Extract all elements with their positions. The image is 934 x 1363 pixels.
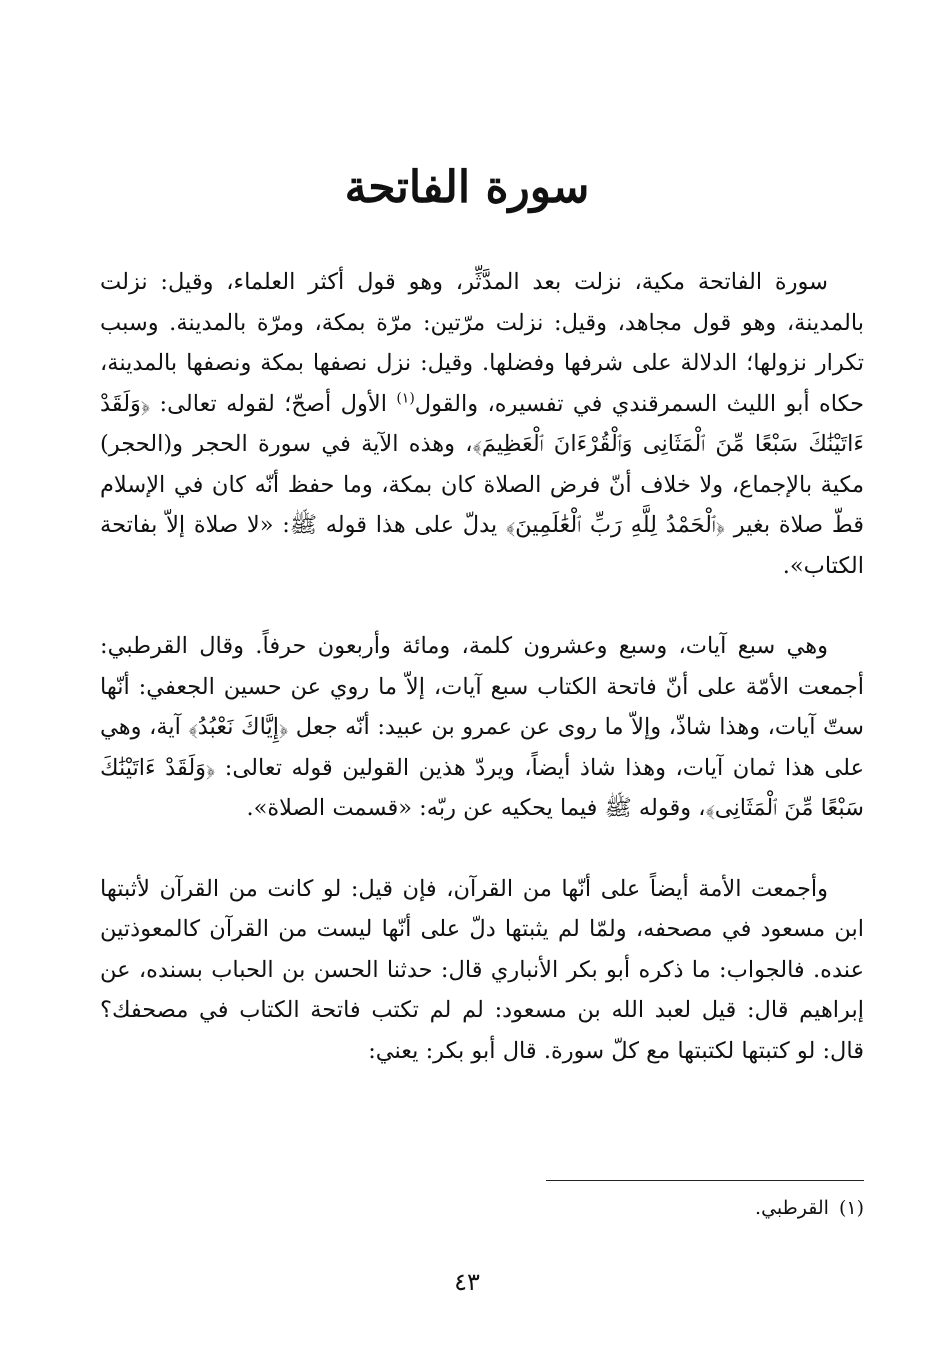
body-text bbox=[100, 262, 864, 1111]
paragraph-2: وهي سبع آيات، وسبع وعشرون كلمة، ومائة وأربعون حرفاً. وقال القرطبي: أجمعت الأمّة على أنّ فاتحة الكتاب سبع آيات، إلاّ ما روي عن حسين الجعفي: أنّها ستّ آيات، وهذا شاذّ، وإلاّ ما روى عن عمرو بن عبيد: أنّه جعل ﴿إِيَّاكَ نَعْبُدُ﴾ آية، وهي على هذا ثمان آيات، وهذا شاذ أيضاً، ويردّ هذين القولين قوله تعالى: ﴿وَلَقَدْ ءَاتَيْنَٰكَ سَبْعًا مِّنَ ٱلْمَثَانِى﴾، وقوله ﷺ فيما يحكيه عن ربّه: «قسمت الصلاة». bbox=[100, 633, 864, 821]
footnote-number: (١) bbox=[838, 1197, 864, 1219]
footnote-separator bbox=[546, 1180, 864, 1181]
paragraph-1-text-a: سورة الفاتحة مكية، نزلت بعد المدَّثِّر، وهو قول أكثر العلماء، وقيل: نزلت بالمدينة، وهو قول مجاهد، وقيل: نزلت مرّتين: مرّة بمكة، ومرّة بالمدينة. وسبب تكرار نزولها؛ الدلالة على شرفها وفضلها. وقيل: نزل نصفها بمكة ونصفها بالمدينة، حكاه أبو الليث السمرقندي في تفسيره، والقول bbox=[100, 269, 864, 417]
footnote bbox=[100, 1193, 864, 1223]
page-title: سورة الفاتحة bbox=[344, 162, 590, 213]
paragraph-1 bbox=[100, 262, 864, 586]
paragraph-3: وأجمعت الأمة أيضاً على أنّها من القرآن، فإن قيل: لو كانت من القرآن لأثبتها ابن مسعود في مصحفه، ولمّا لم يثبتها دلّ على أنّها ليست من القرآن كالمعوذتين عنده. فالجواب: ما ذكره أبو بكر الأنباري قال: حدثنا الحسن بن الحباب بسنده، عن إبراهيم قال: قيل لعبد الله بن مسعود: لم لم تكتب فاتحة الكتاب في مصحفك؟ قال: لو كتبتها لكتبتها مع كلّ سورة. قال أبو بكر: يعني: bbox=[100, 875, 864, 1064]
paragraph-1-text-b: الأول أصحّ؛ لقوله تعالى: ﴿وَلَقَدْ ءَاتَيْنَٰكَ سَبْعًا مِّنَ ٱلْمَثَانِى وَٱلْقُرْءَانَ ٱلْعَظِيمَ﴾، وهذه الآية في سورة الحجر و(الحجر) مكية بالإجماع، ولا خلاف أنّ فرض الصلاة كان بمكة، وما حفظ أنّه كان في الإسلام قطّ صلاة بغير ﴿ٱلْحَمْدُ لِلَّهِ رَبِّ ٱلْعَٰلَمِينَ﴾ يدلّ على هذا قوله ﷺ: «لا صلاة إلاّ بفاتحة الكتاب». bbox=[100, 390, 864, 579]
page-number: ٤٣ bbox=[454, 1268, 480, 1296]
footnote-text: القرطبي. bbox=[755, 1197, 829, 1219]
footnote-reference[interactable]: (١) bbox=[396, 390, 415, 406]
